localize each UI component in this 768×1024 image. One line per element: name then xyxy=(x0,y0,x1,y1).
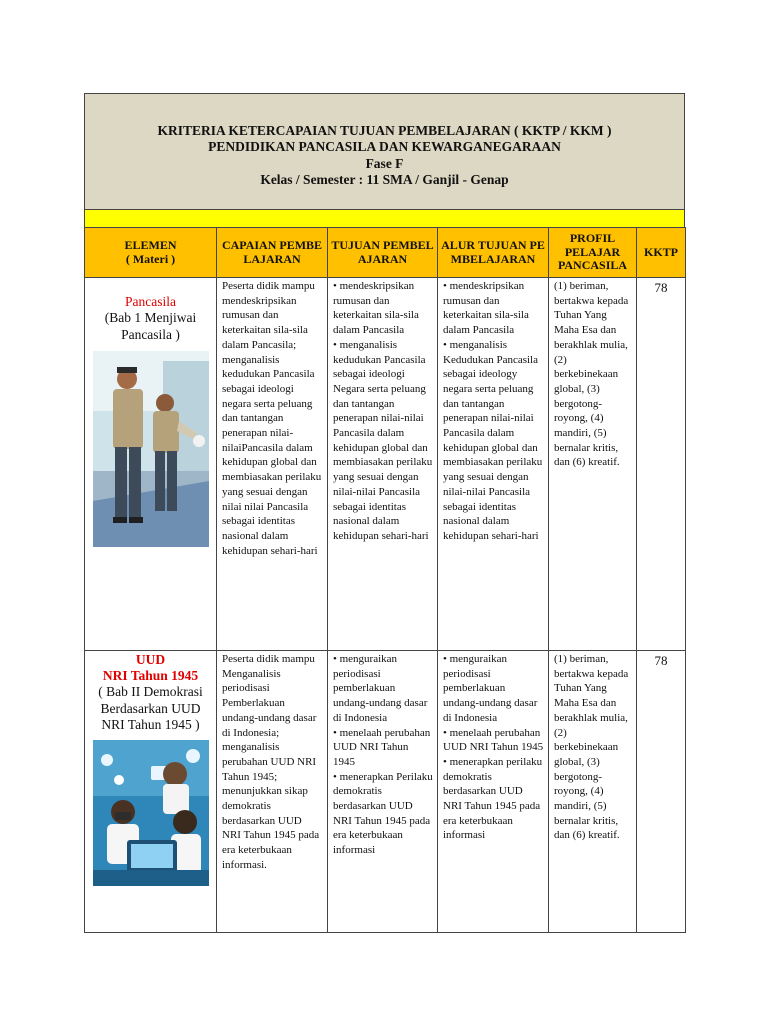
capaian-cell: Peserta didik mampu Menganalisis periodisasi Pemberlakuan undang-undang dasar di Indonesia; menganalisis perubahan UUD NRI Tahun 1945; menunjukkan sikap demokratis berdasarkan UUD NRI Tahun 1945 pada era keterbukaan informasi. xyxy=(217,651,328,933)
header-subject: PENDIDIKAN PANCASILA DAN KEWARGANEGARAAN xyxy=(208,139,561,154)
col-header-alur: ALUR TUJUAN PEMBELAJARAN xyxy=(438,228,549,278)
col-header-profil: PROFIL PELAJAR PANCASILA xyxy=(549,228,637,278)
col-header-kktp: KKTP xyxy=(637,228,686,278)
table-row xyxy=(85,278,686,651)
col-header-elemen xyxy=(85,228,217,278)
header-title: KRITERIA KETERCAPAIAN TUJUAN PEMBELAJARAN ( KKTP / KKM ) xyxy=(157,122,612,138)
col-header-elemen-label: ELEMEN xyxy=(124,238,177,252)
pancasila-illustration xyxy=(93,351,209,547)
capaian-cell: Peserta didik mampu mendeskripsikan rumusan dan keterkaitan sila-sila dalam Pancasila; menganalisis kedudukan Pancasila sebagai ideologi negara serta peluang dan tantangan penerapan nilai-nilaiPancasila dalam kehidupan global dan membiasakan perilaku yang sesuai dengan nilai nilai Pancasila sebagai identitas nasional dalam kehidupan sehari-hari xyxy=(217,278,328,651)
table-header-row xyxy=(85,228,686,278)
col-header-capaian: CAPAIAN PEMBELAJARAN xyxy=(217,228,328,278)
table-row xyxy=(85,651,686,933)
profil-cell: (1) beriman, bertakwa kepada Tuhan Yang Maha Esa dan berakhlak mulia, (2) berkebinekaan global, (3) bergotong-royong, (4) mandiri, (5) bernalar kritis, dan (6) kreatif. xyxy=(549,278,637,651)
elemen-subtitle: (Bab 1 Menjiwai Pancasila ) xyxy=(104,310,197,342)
elemen-title: Pancasila xyxy=(125,294,176,309)
elemen-cell xyxy=(85,278,217,651)
alur-cell: • menguraikan periodisasi pemberlakuan undang-undang dasar di Indonesia • menelaah perubahan UUD NRI Tahun 1945 • menerapkan perilaku demokratis berdasarkan UUD NRI Tahun 1945 pada era keterbukaan informasi xyxy=(438,651,549,933)
header-phase: Fase F xyxy=(365,155,404,171)
alur-cell: • mendeskripsikan rumusan dan keterkaitan sila-sila dalam Pancasila • menganalisis Kedudukan Pancasila sebagai ideology negara serta peluang dan tantangan penerapan nilai-nilai Pancasila dalam kehidupan global dan membiasakan perilaku yang sesuai dengan nilai-nilai Pancasila sebagai identitas nasional dalam kehidupan sehari-hari xyxy=(438,278,549,651)
elemen-cell xyxy=(85,651,217,933)
elemen-title: UUD NRI Tahun 1945 xyxy=(102,652,199,683)
document-header xyxy=(84,93,685,210)
yellow-band xyxy=(84,210,685,227)
kktp-document xyxy=(84,93,685,933)
profil-cell: (1) beriman, bertakwa kepada Tuhan Yang Maha Esa dan berakhlak mulia, (2) berkebinekaan global, (3) bergotong-royong, (4) mandiri, (5) bernalar kritis, dan (6) kreatif. xyxy=(549,651,637,933)
kktp-table xyxy=(84,227,686,933)
kktp-value: 78 xyxy=(637,278,686,651)
demokrasi-illustration xyxy=(93,740,209,886)
header-class-semester: Kelas / Semester : 11 SMA / Ganjil - Genap xyxy=(260,172,509,187)
tujuan-cell: • mendeskripsikan rumusan dan keterkaitan sila-sila dalam Pancasila • menganalisis kedudukan Pancasila sebagai ideologi Negara serta peluang dan tantangan penerapan nilai-nilai Pancasila dalam kehidupan global dan membiasakan perilaku yang sesuai dengan nilai-nilai Pancasila sebagai identitas nasional dalam kehidupan sehari-hari xyxy=(328,278,438,651)
col-header-elemen-sub: ( Materi ) xyxy=(125,251,176,266)
kktp-value: 78 xyxy=(637,651,686,933)
col-header-tujuan: TUJUAN PEMBELAJARAN xyxy=(328,228,438,278)
elemen-subtitle: ( Bab II Demokrasi Berdasarkan UUD NRI Tahun 1945 ) xyxy=(98,684,203,732)
tujuan-cell: • menguraikan periodisasi pemberlakuan undang-undang dasar di Indonesia • menelaah perubahan UUD NRI Tahun 1945 • menerapkan Perilaku demokratis berdasarkan UUD NRI Tahun 1945 pada era keterbukaan informasi xyxy=(328,651,438,933)
